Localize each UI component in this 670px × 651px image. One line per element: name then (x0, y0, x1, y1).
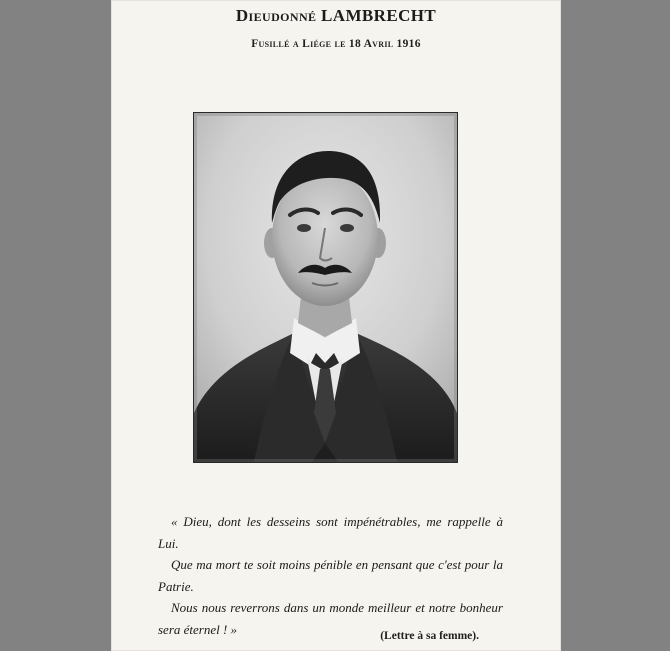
page-title: Dieudonné LAMBRECHT (235, 6, 437, 25)
quote-paragraph: Que ma mort te soit moins pénible en pensant que c'est pour la Patrie. (158, 557, 503, 594)
document-page (111, 0, 561, 651)
quote-attribution: (Lettre à sa femme). (380, 630, 479, 642)
portrait-icon (194, 113, 457, 462)
portrait-photo (193, 112, 458, 463)
quote-paragraph: « Dieu, dont les desseins sont impénétrables, me rappelle à Lui. (158, 514, 503, 551)
quote-block (158, 511, 503, 640)
page-subtitle: Fusillé a Liége le 18 Avril 1916 (251, 38, 421, 50)
quote-paragraph: Nous nous reverrons dans un monde meilleur et notre bonheur sera éternel ! » (158, 600, 503, 637)
